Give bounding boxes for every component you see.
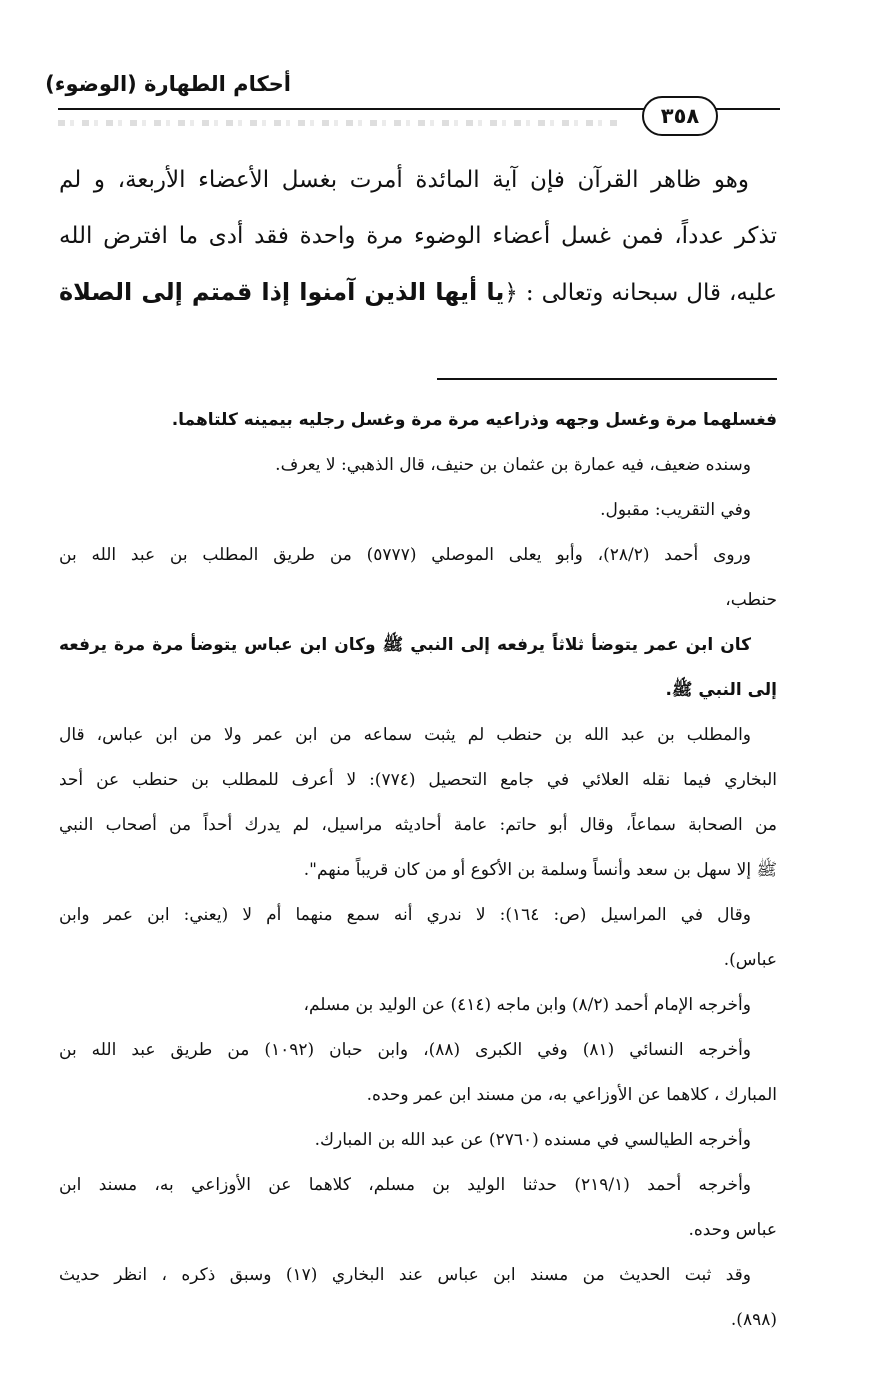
footnote-line: المبارك ، كلاهما عن الأوزاعي به، من مسند ابن عمر وحده. bbox=[366, 1085, 777, 1105]
footnote-line: (٨٩٨). bbox=[730, 1310, 777, 1330]
footnote-separator bbox=[437, 378, 777, 380]
footnote-line: عباس وحده. bbox=[688, 1220, 777, 1240]
footnote-line: وأخرجه الإمام أحمد (٨/٢) وابن ماجه (٤١٤) عن الوليد بن مسلم، bbox=[303, 995, 751, 1015]
footnote-line: وفي التقريب: مقبول. bbox=[600, 500, 751, 520]
footnote-line: وأخرجه الطيالسي في مسنده (٢٧٦٠) عن عبد الله بن المبارك. bbox=[314, 1130, 751, 1150]
main-line: تذكر عدداً، فمن غسل أعضاء الوضوء مرة واحدة فقد أدى ما افترض الله bbox=[59, 223, 777, 249]
footnote-line: وقد ثبت الحديث من مسند ابن عباس عند البخاري (١٧) وسبق ذكره ، انظر حديث bbox=[59, 1265, 751, 1285]
footnotes bbox=[59, 398, 777, 1343]
footnote-line: عباس). bbox=[723, 950, 777, 970]
footnote-line: وقال في المراسيل (ص: ١٦٤): لا ندري أنه سمع منهما أم لا (يعني: ابن عمر وابن bbox=[59, 905, 751, 925]
footnote-line: إلى النبي ﷺ. bbox=[665, 680, 777, 700]
footnote-line: كان ابن عمر يتوضأ ثلاثاً يرفعه إلى النبي ﷺ وكان ابن عباس يتوضأ مرة مرة يرفعه bbox=[59, 635, 751, 655]
header-ornament bbox=[58, 120, 618, 126]
main-line bbox=[59, 152, 777, 208]
running-title: أحكام الطهارة (الوضوء) bbox=[45, 72, 291, 96]
footnote-line: وسنده ضعيف، فيه عمارة بن عثمان بن حنيف، قال الذهبي: لا يعرف. bbox=[275, 455, 751, 475]
footnote-line: والمطلب بن عبد الله بن حنطب لم يثبت سماعه من ابن عمر ولا من ابن عباس، قال bbox=[59, 725, 751, 745]
footnote-line: البخاري فيما نقله العلائي في جامع التحصيل (٧٧٤): لا أعرف للمطلب بن حنطب عن أحد bbox=[59, 770, 777, 790]
footnote-line: وأخرجه أحمد (٢١٩/١) حدثنا الوليد بن مسلم، كلاهما عن الأوزاعي به، مسند ابن bbox=[59, 1175, 752, 1195]
footnote-line: من الصحابة سماعاً، وقال أبو حاتم: عامة أحاديثه مراسيل، لم يدرك أحداً من أصحاب النبي bbox=[59, 815, 777, 835]
main-line bbox=[59, 264, 777, 321]
main-line-text: وهو ظاهر القرآن فإن آية المائدة أمرت بغسل الأعضاء الأربعة، و لم bbox=[59, 167, 749, 193]
page-number: ٣٥٨ bbox=[642, 96, 718, 136]
footnote-line: حنطب، bbox=[725, 590, 777, 610]
main-text bbox=[59, 152, 777, 321]
footnote-line: وأخرجه النسائي (٨١) وفي الكبرى (٨٨)، وابن حبان (١٠٩٢) من طريق عبد الله بن bbox=[59, 1040, 751, 1060]
quran-verse: يا أيها الذين آمنوا إذا قمتم إلى الصلاة bbox=[59, 278, 505, 306]
footnote-line: ﷺ إلا سهل بن سعد وأنساً وسلمة بن الأكوع أو من كان قريباً منهم". bbox=[303, 860, 777, 880]
footnote-line: فغسلهما مرة وغسل وجهه وذراعيه مرة مرة وغسل رجليه بيمينه كلتاهما. bbox=[171, 410, 777, 430]
footnote-line: وروى أحمد (٢٨/٢)، وأبو يعلى الموصلي (٥٧٧٧) من طريق المطلب بن عبد الله بن bbox=[59, 545, 751, 565]
main-line-text: عليه، قال سبحانه وتعالى : ﴿ bbox=[504, 280, 777, 306]
